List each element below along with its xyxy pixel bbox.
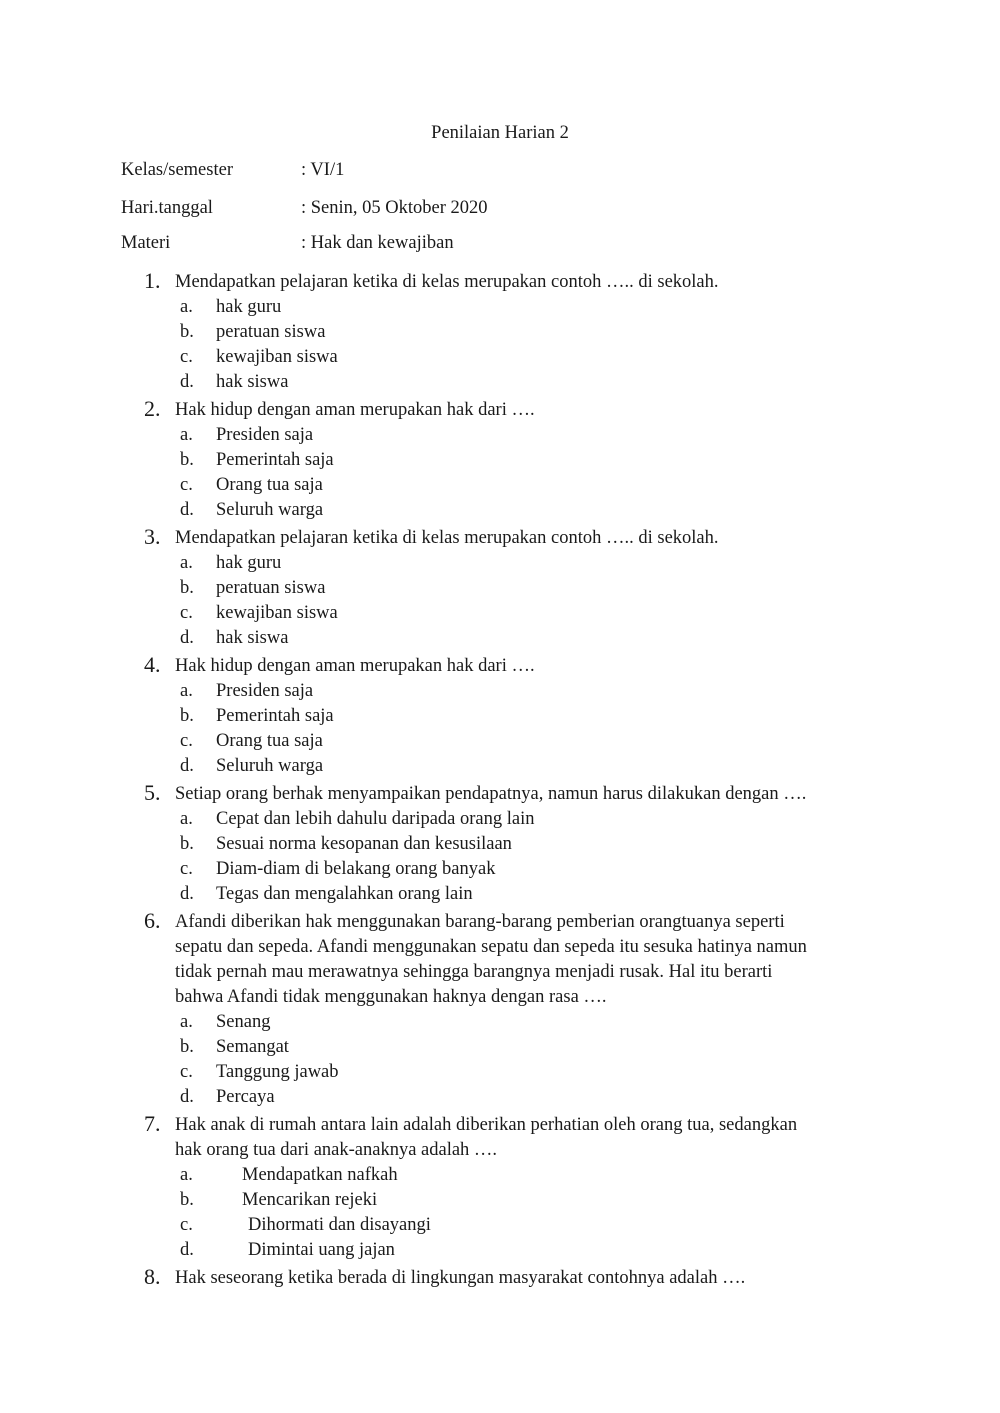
question-text: Setiap orang berhak menyampaikan pendapatnya, namun harus dilakukan dengan …. <box>175 784 807 804</box>
option-text: Pemerintah saja <box>216 706 334 726</box>
question-text: Mendapatkan pelajaran ketika di kelas merupakan contoh ….. di sekolah. <box>175 528 719 548</box>
option-letter: d. <box>180 756 194 776</box>
option-text: Senang <box>216 1012 271 1032</box>
option-letter: a. <box>180 681 193 701</box>
option-text: Dihormati dan disayangi <box>248 1215 431 1235</box>
option-letter: b. <box>180 834 194 854</box>
question-line <box>0 935 1000 960</box>
option-letter: d. <box>180 1240 194 1260</box>
answer-option[interactable] <box>0 576 1000 601</box>
option-letter: a. <box>180 809 193 829</box>
option-text: Tegas dan mengalahkan orang lain <box>216 884 473 904</box>
question-text: Afandi diberikan hak menggunakan barang-barang pemberian orangtuanya seperti <box>175 912 785 932</box>
answer-option[interactable] <box>0 832 1000 857</box>
option-letter: a. <box>180 553 193 573</box>
answer-option[interactable] <box>0 473 1000 498</box>
answer-option[interactable] <box>0 1060 1000 1085</box>
option-text: kewajiban siswa <box>216 347 338 367</box>
question-line <box>0 985 1000 1010</box>
question-text: tidak pernah mau merawatnya sehingga barangnya menjadi rusak. Hal itu berarti <box>175 962 773 982</box>
question-text: Hak hidup dengan aman merupakan hak dari …. <box>175 656 535 676</box>
question-list <box>0 270 1000 1294</box>
answer-option[interactable] <box>0 679 1000 704</box>
option-text: Orang tua saja <box>216 475 323 495</box>
question-text: sepatu dan sepeda. Afandi menggunakan sepatu dan sepeda itu sesuka hatinya namun <box>175 937 807 957</box>
option-letter: d. <box>180 500 194 520</box>
question-line <box>0 1138 1000 1163</box>
option-text: hak guru <box>216 553 282 573</box>
answer-option[interactable] <box>0 295 1000 320</box>
question-item <box>0 1266 1000 1294</box>
question-number: 6. <box>144 908 161 933</box>
option-letter: c. <box>180 603 193 623</box>
option-text: Percaya <box>216 1087 275 1107</box>
answer-option[interactable] <box>0 754 1000 779</box>
option-text: hak guru <box>216 297 282 317</box>
question-text: Hak anak di rumah antara lain adalah diberikan perhatian oleh orang tua, sedangkan <box>175 1115 798 1135</box>
question-line <box>0 960 1000 985</box>
question-number: 5. <box>144 780 161 805</box>
option-letter: a. <box>180 297 193 317</box>
option-text: hak siswa <box>216 372 289 392</box>
question-item <box>0 910 1000 1113</box>
answer-option[interactable] <box>0 601 1000 626</box>
meta-value: : VI/1 <box>301 160 345 180</box>
answer-option[interactable] <box>0 807 1000 832</box>
option-letter: b. <box>180 1190 194 1210</box>
answer-option[interactable] <box>0 882 1000 907</box>
option-letter: c. <box>180 859 193 879</box>
question-line <box>0 1113 1000 1138</box>
option-text: Tanggung jawab <box>216 1062 339 1082</box>
option-text: Mencarikan rejeki <box>242 1190 378 1210</box>
answer-option[interactable] <box>0 1188 1000 1213</box>
question-item <box>0 654 1000 782</box>
meta-label: Materi <box>121 233 171 253</box>
option-text: Presiden saja <box>216 681 314 701</box>
question-line <box>0 270 1000 295</box>
option-text: hak siswa <box>216 628 289 648</box>
option-letter: a. <box>180 1012 193 1032</box>
option-letter: a. <box>180 425 193 445</box>
option-text: Cepat dan lebih dahulu daripada orang lain <box>216 809 535 829</box>
question-number: 1. <box>144 268 161 293</box>
option-text: Mendapatkan nafkah <box>242 1165 398 1185</box>
answer-option[interactable] <box>0 498 1000 523</box>
option-text: Orang tua saja <box>216 731 323 751</box>
question-item <box>0 526 1000 654</box>
meta-label: Hari.tanggal <box>121 198 213 218</box>
question-line <box>0 1266 1000 1291</box>
option-text: Diam-diam di belakang orang banyak <box>216 859 496 879</box>
question-text: bahwa Afandi tidak menggunakan haknya dengan rasa …. <box>175 987 607 1007</box>
question-line <box>0 398 1000 423</box>
option-text: Pemerintah saja <box>216 450 334 470</box>
answer-option[interactable] <box>0 704 1000 729</box>
option-letter: c. <box>180 347 193 367</box>
option-letter: b. <box>180 706 194 726</box>
question-line <box>0 782 1000 807</box>
option-letter: b. <box>180 450 194 470</box>
page-title: Penilaian Harian 2 <box>431 123 569 143</box>
option-text: Sesuai norma kesopanan dan kesusilaan <box>216 834 512 854</box>
question-number: 4. <box>144 652 161 677</box>
answer-option[interactable] <box>0 626 1000 651</box>
option-letter: c. <box>180 1062 193 1082</box>
answer-option[interactable] <box>0 320 1000 345</box>
question-text: Mendapatkan pelajaran ketika di kelas merupakan contoh ….. di sekolah. <box>175 272 719 292</box>
option-letter: a. <box>180 1165 193 1185</box>
meta-label: Kelas/semester <box>121 160 233 180</box>
answer-option[interactable] <box>0 857 1000 882</box>
answer-option[interactable] <box>0 551 1000 576</box>
answer-option[interactable] <box>0 1213 1000 1238</box>
option-text: Semangat <box>216 1037 289 1057</box>
answer-option[interactable] <box>0 370 1000 395</box>
option-letter: d. <box>180 372 194 392</box>
option-letter: d. <box>180 628 194 648</box>
meta-value: : Hak dan kewajiban <box>301 233 454 253</box>
question-number: 7. <box>144 1111 161 1136</box>
option-text: peratuan siswa <box>216 578 326 598</box>
option-text: peratuan siswa <box>216 322 326 342</box>
option-text: Seluruh warga <box>216 500 324 520</box>
option-letter: b. <box>180 1037 194 1057</box>
question-item <box>0 782 1000 910</box>
answer-option[interactable] <box>0 1035 1000 1060</box>
question-number: 2. <box>144 396 161 421</box>
option-text: Dimintai uang jajan <box>248 1240 395 1260</box>
question-item <box>0 1113 1000 1266</box>
option-letter: b. <box>180 578 194 598</box>
option-text: Presiden saja <box>216 425 314 445</box>
option-letter: c. <box>180 1215 193 1235</box>
option-letter: c. <box>180 731 193 751</box>
answer-option[interactable] <box>0 1163 1000 1188</box>
option-letter: d. <box>180 1087 194 1107</box>
option-letter: c. <box>180 475 193 495</box>
answer-option[interactable] <box>0 448 1000 473</box>
answer-option[interactable] <box>0 1085 1000 1110</box>
question-text: hak orang tua dari anak-anaknya adalah …. <box>175 1140 498 1160</box>
question-item <box>0 270 1000 398</box>
answer-option[interactable] <box>0 1010 1000 1035</box>
question-line <box>0 910 1000 935</box>
answer-option[interactable] <box>0 729 1000 754</box>
meta-value: : Senin, 05 Oktober 2020 <box>301 198 488 218</box>
answer-option[interactable] <box>0 423 1000 448</box>
question-number: 3. <box>144 524 161 549</box>
answer-option[interactable] <box>0 345 1000 370</box>
answer-option[interactable] <box>0 1238 1000 1263</box>
option-text: kewajiban siswa <box>216 603 338 623</box>
question-line <box>0 654 1000 679</box>
option-text: Seluruh warga <box>216 756 324 776</box>
question-text: Hak seseorang ketika berada di lingkungan masyarakat contohnya adalah …. <box>175 1268 746 1288</box>
question-text: Hak hidup dengan aman merupakan hak dari …. <box>175 400 535 420</box>
option-letter: b. <box>180 322 194 342</box>
question-line <box>0 526 1000 551</box>
question-item <box>0 398 1000 526</box>
option-letter: d. <box>180 884 194 904</box>
question-number: 8. <box>144 1264 161 1289</box>
